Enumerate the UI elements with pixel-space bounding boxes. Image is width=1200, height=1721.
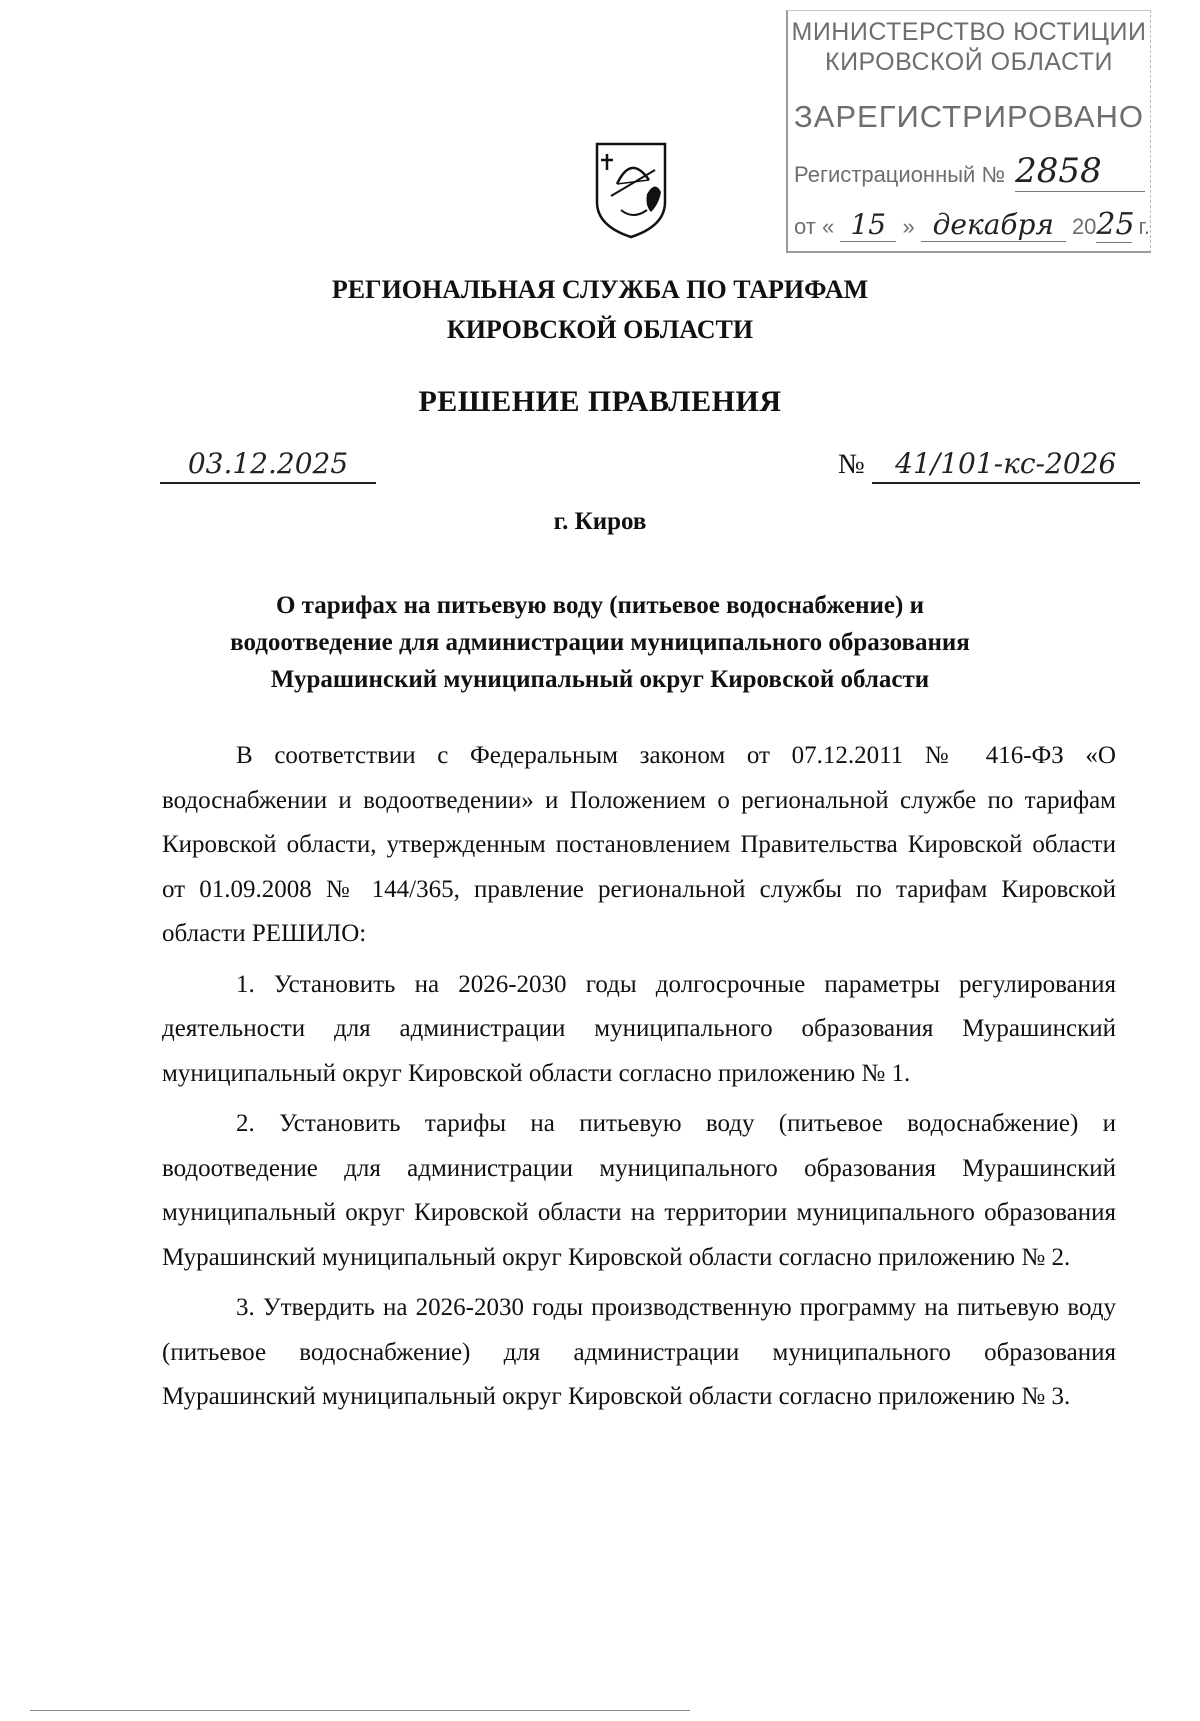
decision-number-value: 41/101-кс-2026 [872,446,1140,484]
intro-paragraph: В соответствии с Федеральным законом от 07.12.2011 № 416-ФЗ «О водоснабжении и водоотведении» и Положением о региональной службе по тарифам Кировской области, утвержденным постановлением Правительства Кировской области от 01.09.2008 № 144/365, правление региональной службы по тарифам Кировской области РЕШИЛО: [162,742,1116,947]
registration-stamp [786,10,1151,253]
stamp-year-unit: г. [1138,214,1150,239]
stamp-year-suffix: 25 [1096,207,1135,242]
item-1: 1. Установить на 2026-2030 годы долгосрочные параметры регулирования деятельности для администрации муниципального образования Мурашинский муниципальный округ Кировской области согласно приложению № 1. [162,970,1116,1087]
subject-line3: Мурашинский муниципальный округ Кировской области [270,666,930,693]
stamp-date-row [794,207,1150,243]
stamp-ministry-line1: МИНИСТЕРСТВО ЮСТИЦИИ [791,18,1147,46]
page-bottom-rule [30,1710,690,1711]
stamp-regno-value: 2858 [1015,151,1145,192]
stamp-ministry [788,17,1150,77]
item-3: 3. Утвердить на 2026-2030 годы производственную программу на питьевую воду (питьевое водоснабжение) для администрации муниципального образования Мурашинский муниципальный округ Кировской области согласно приложению № 3. [162,1294,1116,1410]
stamp-regno-row [794,151,1145,192]
stamp-date-prefix: от « [794,214,835,239]
subject-line1: О тарифах на питьевую воду (питьевое водоснабжение) и [275,592,925,619]
subject-title [0,587,1200,698]
stamp-ministry-line2: КИРОВСКОЙ ОБЛАСТИ [825,48,1113,76]
subject-line2: водоотведение для администрации муниципального образования [230,629,970,656]
stamp-quote-close: » [902,214,915,239]
decision-title: РЕШЕНИЕ ПРАВЛЕНИЯ [418,385,782,418]
city: г. Киров [553,508,647,535]
coat-of-arms-icon [593,140,669,240]
stamp-year-prefix: 20 [1071,214,1097,239]
stamp-day: 15 [840,208,896,242]
stamp-registered: ЗАРЕГИСТРИРОВАНО [793,99,1144,134]
stamp-regno-label: Регистрационный № [794,162,1006,187]
organization-line1: РЕГИОНАЛЬНАЯ СЛУЖБА ПО ТАРИФАМ [331,275,869,304]
organization-heading [0,270,1200,350]
item-2: 2. Установить тарифы на питьевую воду (питьевое водоснабжение) и водоотведение для администрации муниципального образования Мурашинский муниципальный округ Кировской области на территории муниципального образования Мурашинский муниципальный округ Кировской области согласно приложению № 2. [162,1110,1116,1271]
organization-line2: КИРОВСКОЙ ОБЛАСТИ [446,315,754,344]
decision-date: 03.12.2025 [160,446,376,484]
decision-number [838,446,1140,484]
stamp-month: декабря [921,208,1066,242]
decision-number-label: № [838,449,865,480]
decision-body [162,734,1116,1426]
